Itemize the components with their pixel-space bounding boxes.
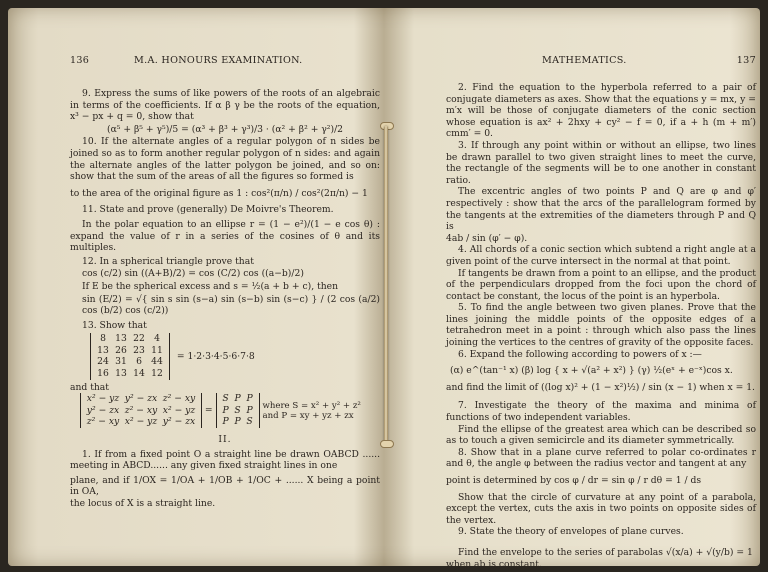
and-that: and that — [70, 381, 109, 393]
question-3-equation: 4ab / sin (φ′ − φ). — [446, 232, 528, 244]
det-cell: S — [222, 393, 229, 405]
right-page-body — [446, 82, 756, 570]
det-cell: y² − zx — [162, 416, 196, 428]
book-spread — [8, 8, 760, 570]
section-ii-question-1b: plane, and if 1/OX = 1/OA + 1/OB + 1/OC + ...... X being a point in OA, — [70, 474, 380, 498]
section-ii-question-1: 1. If from a fixed point O a straight line be drawn OABCD ...... meeting in ABCD...... any given fixed straight lines in one — [70, 448, 380, 472]
det-cell: x² − yz — [162, 404, 196, 416]
det-cell: 11 — [151, 344, 163, 356]
question-11b: In the polar equation to an ellipse r = (1 − e²)/(1 − e cos θ) : expand the value of r in a series of the cosines of θ and its multiples. — [70, 218, 380, 254]
det-cell: P — [246, 404, 253, 416]
right-running-head: MATHEMATICS. — [542, 55, 627, 66]
question-9c: when ab is constant. — [446, 558, 542, 570]
det-cell: 8 — [100, 333, 106, 345]
question-9b: Find the envelope to the series of parabolas √(x/a) + √(y/b) = 1 — [458, 546, 753, 558]
det-cell: 16 — [97, 368, 109, 380]
det-cell: z² − xy — [86, 416, 120, 428]
det-cell: 24 — [97, 356, 109, 368]
right-page-number: 137 — [736, 55, 756, 66]
and-p: and P = xy + yz + zx — [262, 410, 354, 421]
left-running-head: M.A. HONOURS EXAMINATION. — [134, 55, 303, 66]
question-4: 4. All chords of a conic section which subtend a right angle at a given point of the curve intersect in the normal at that point. — [446, 244, 756, 267]
det-cell: 44 — [151, 356, 163, 368]
det-cell: 12 — [151, 368, 163, 380]
symbolic-determinant — [80, 393, 202, 428]
question-3: 3. If through any point within or without an ellipse, two lines be drawn parallel to two given straight lines to meet the curve, the rectangle of the segments will be to one another in constant ratio. — [446, 139, 756, 186]
question-6: 6. Expand the following according to powers of x :— — [458, 348, 702, 360]
question-13: 13. Show that — [82, 319, 147, 331]
question-8-equation: point is determined by cos φ / dr = sin φ / r dθ = 1 / ds — [446, 475, 702, 486]
left-page-number: 136 — [70, 55, 90, 66]
det-cell: S — [234, 404, 241, 416]
det-cell: 23 — [133, 344, 145, 356]
question-3b: The excentric angles of two points P and Q are φ and φ′ respectively : show that the arcs of the parallelogram formed by the tangents at the extremities of the diameters through P and Q is — [446, 186, 756, 233]
question-12: 12. In a spherical triangle prove that — [82, 255, 254, 267]
det-cell: 13 — [115, 368, 127, 380]
symbolic-determinant-row: x² − yz y² − zx z² − xy y² − zx z² − xy x² − yz z² − xy x² − yz y² − zx = S P P P S P P P S where S = x² + y² + z² and P = xy + yz + zx — [80, 393, 380, 428]
question-12-equation: cos (c/2) sin ((A+B)/2) = cos (C/2) cos ((a−b)/2) — [82, 268, 304, 280]
det-cell: P — [246, 393, 253, 405]
question-9: 9. State the theory of envelopes of plane curves. — [458, 526, 684, 538]
det-cell: P — [222, 404, 229, 416]
det-cell: 4 — [154, 333, 160, 345]
question-7b: Find the ellipse of the greatest area which can be described so as to touch a given semicircle and its diameter symmetrically. — [446, 423, 756, 447]
det-cell: y² − zx — [124, 393, 158, 405]
question-8b: Show that the circle of curvature at any point of a parabola, except the vertex, cuts the axis in two points on opposite sides of the vertex. — [446, 491, 756, 526]
question-8: 8. Show that in a plane curve referred to polar co-ordinates r and θ, the angle φ between the radius vector and tangent at any — [446, 446, 756, 470]
where-s: where S = x² + y² + z² — [262, 400, 361, 411]
right-page — [388, 8, 760, 570]
left-page-body — [70, 88, 380, 510]
det-cell: y² − zx — [86, 404, 120, 416]
det-cell: 31 — [115, 356, 127, 368]
det-cell: P — [234, 416, 241, 428]
det-cell: S — [246, 416, 253, 428]
section-heading: II. — [218, 434, 232, 446]
question-12-equation-2: sin (E/2) = √{ sin s sin (s−a) sin (s−b) sin (s−c) } / (2 cos (a/2) cos (b/2) cos (c/2)) — [82, 293, 380, 317]
determinant-where — [262, 401, 360, 421]
section-ii-question-1c: the locus of X is a straight line. — [70, 498, 216, 509]
numeric-determinant — [90, 333, 170, 379]
question-9-equation: (α⁵ + β⁵ + γ⁵)/5 = (α³ + β³ + γ³)/3 · (α² + β² + γ²)/2 — [106, 123, 344, 135]
determinant-row — [80, 331, 380, 381]
sp-determinant — [216, 393, 260, 428]
determinant-value: = 1·2·3·4·5·6·7·8 — [176, 350, 255, 362]
question-10-equation: to the area of the original figure as 1 : cos²(π/n) / cos²(2π/n) − 1 — [70, 187, 368, 199]
left-page — [8, 8, 382, 566]
question-12b: If E be the spherical excess and s = ½(a + b + c), then — [82, 280, 339, 292]
det-cell: 13 — [97, 344, 109, 356]
det-cell: 14 — [133, 368, 145, 380]
det-cell: P — [222, 416, 229, 428]
question-5: 5. To find the angle between two given planes. Prove that the lines joining the middle points of the opposite edges of a tetrahedron meet in a point : through which also pass the lines joining the vertices to the centres of gravity of the opposite faces. — [446, 302, 756, 349]
det-cell: 26 — [115, 344, 127, 356]
det-cell: z² − xy — [162, 393, 196, 405]
det-cell: 6 — [136, 356, 142, 368]
det-cell: z² − xy — [124, 404, 158, 416]
det-cell: x² − yz — [86, 393, 120, 405]
question-4b: If tangents be drawn from a point to an ellipse, and the product of the perpendiculars dropped from the foci upon the chord of contact be constant, the locus of the point is an hyperbola. — [446, 267, 756, 302]
question-11: 11. State and prove (generally) De Moivre's Theorem. — [82, 204, 334, 216]
question-7: 7. Investigate the theory of the maxima and minima of functions of two independent variables. — [446, 400, 756, 424]
det-cell: 22 — [133, 333, 145, 345]
det-cell: 13 — [115, 333, 127, 345]
question-10: 10. If the alternate angles of a regular polygon of n sides be joined so as to form another regular polygon of n sides: and again the alternate angles of the latter polygon be joined, and so on: show that the sum of the areas of all the figures so formed is — [70, 136, 380, 183]
question-2: 2. Find the equation to the hyperbola referred to a pair of conjugate diameters as axes. Show that the equations y = mx, y = m′x will be those of conjugate diameters of the conic section whose equation is ax² + 2hxy + cy² − f = 0, if a + h (m + m′) cmm′ = 0. — [446, 82, 756, 140]
det-cell: x² − yz — [124, 416, 158, 428]
det-cell: P — [234, 393, 241, 405]
question-6-equation: (α) e^(tan⁻¹ x) (β) log { x + √(a² + x²) } (γ) ½(eˣ + e⁻ˣ)cos x. — [450, 365, 733, 377]
question-9: 9. Express the sums of like powers of the roots of an algebraic in terms of the coefficients. If α β γ be the roots of the equation, x³ − px + q = 0, show that — [70, 88, 380, 123]
question-6b: and find the limit of ((log x)² + (1 − x²)½) / sin (x − 1) when x = 1. — [446, 381, 755, 393]
